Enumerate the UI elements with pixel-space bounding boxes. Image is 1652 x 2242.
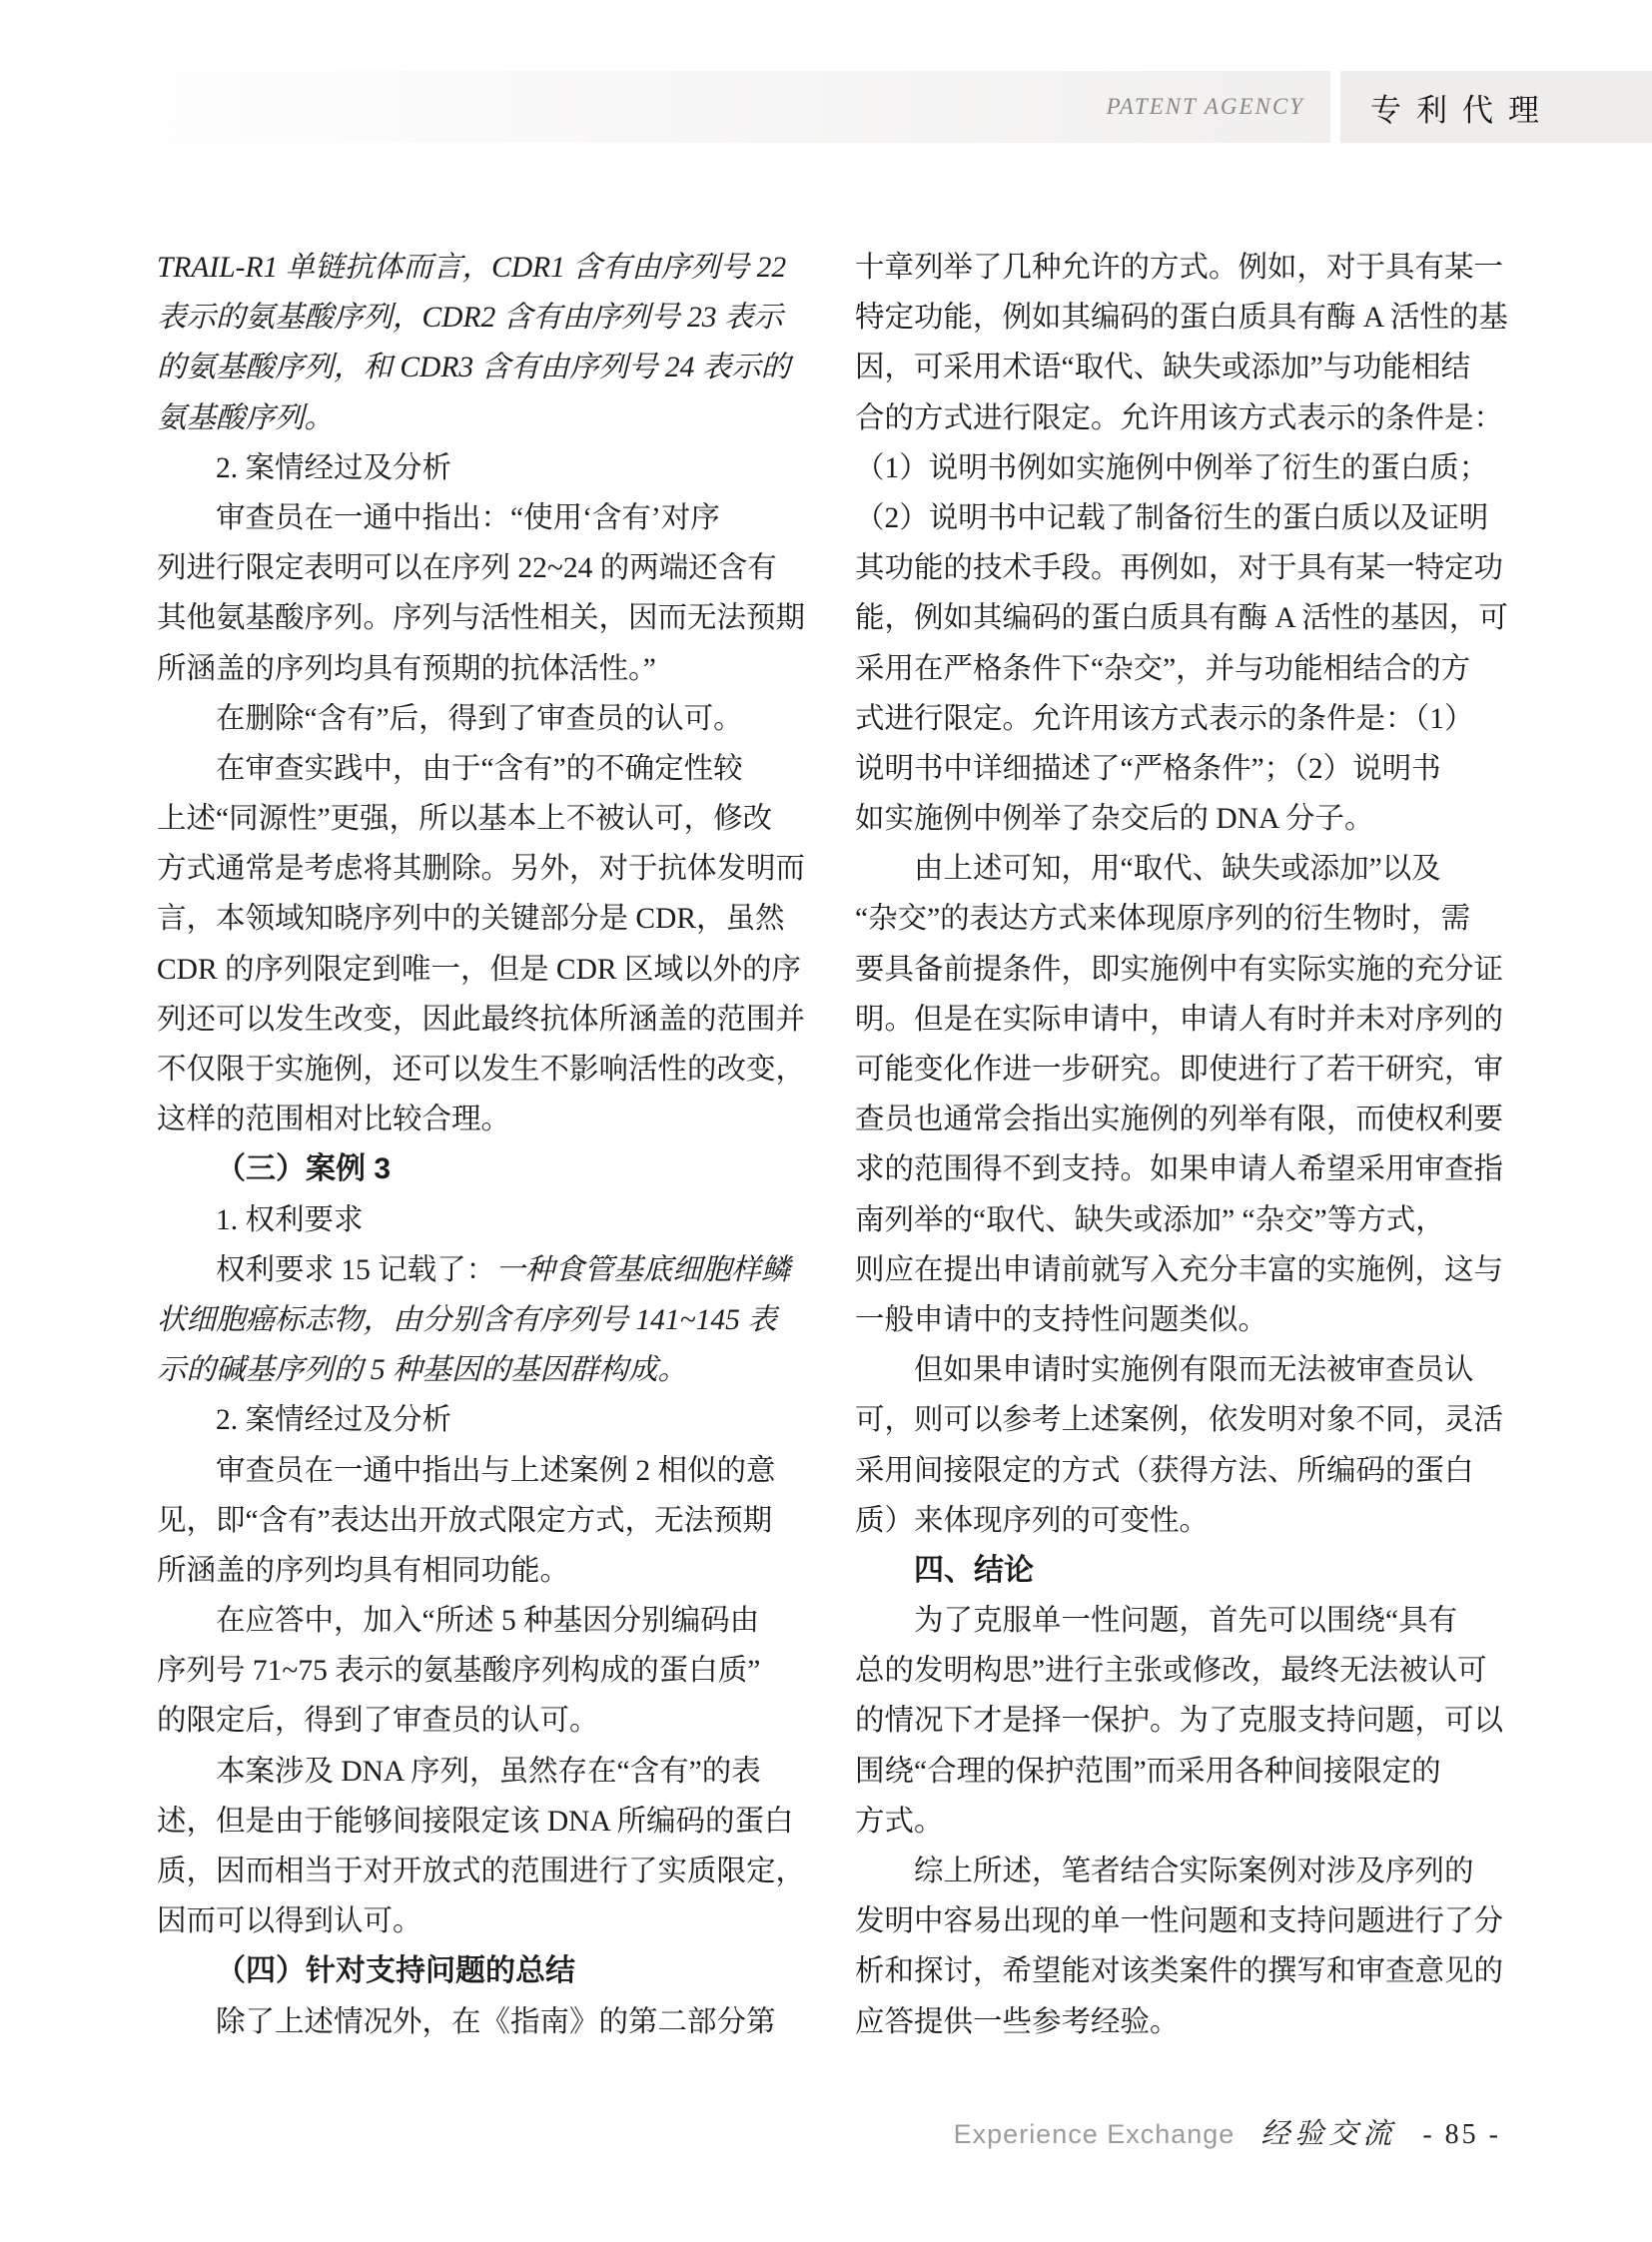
text-line bbox=[157, 1395, 804, 1445]
text-line bbox=[855, 443, 1506, 493]
text-line bbox=[157, 1646, 804, 1696]
body-text: 上述“同源性”更强，所以基本上不被认可，修改 bbox=[157, 803, 773, 836]
footer-section-cn: 经验交流 bbox=[1260, 2118, 1397, 2150]
footer-section-en: Experience Exchange bbox=[953, 2119, 1236, 2149]
body-text: 查员也通常会指出实施例的列举有限，而使权利要 bbox=[855, 1104, 1504, 1136]
text-line bbox=[855, 894, 1506, 944]
body-text: 在审查实践中，由于“含有”的不确定性较 bbox=[216, 752, 743, 785]
text-line bbox=[157, 343, 804, 392]
text-line bbox=[855, 1696, 1506, 1746]
body-text: 合的方式进行限定。允许用该方式表示的条件是： bbox=[855, 401, 1504, 434]
body-text: （四）针对支持问题的总结 bbox=[216, 1954, 575, 1988]
text-line bbox=[157, 393, 804, 443]
text-line bbox=[855, 995, 1506, 1045]
body-text: 因，可采用术语“取代、缺失或添加”与功能相结 bbox=[855, 352, 1471, 384]
text-line bbox=[157, 1946, 804, 1996]
text-line bbox=[855, 844, 1506, 894]
text-line bbox=[855, 1496, 1506, 1546]
text-line bbox=[157, 1847, 804, 1896]
body-text: 本案涉及 DNA 序列，虽然存在“含有”的表 bbox=[216, 1755, 761, 1788]
text-line bbox=[855, 293, 1506, 343]
text-line bbox=[157, 1896, 804, 1946]
text-line bbox=[855, 543, 1506, 593]
text-line bbox=[157, 1095, 804, 1144]
text-line bbox=[157, 1144, 804, 1194]
body-text: 采用在严格条件下“杂交”，并与功能相结合的方 bbox=[855, 652, 1471, 685]
claim-quote-text: 一种食管基底细胞样鳞 bbox=[495, 1253, 791, 1286]
text-line bbox=[855, 1747, 1506, 1797]
text-line bbox=[157, 945, 804, 995]
text-line bbox=[855, 794, 1506, 844]
section-title-cn: 专利代理 bbox=[1370, 92, 1554, 128]
body-text: 方式通常是考虑将其删除。另外，对于抗体发明而 bbox=[157, 853, 806, 886]
text-line bbox=[855, 1446, 1506, 1496]
body-text: 审查员在一通中指出：“使用‘含有’对序 bbox=[216, 501, 720, 534]
body-text: 在删除“含有”后，得到了审查员的认可。 bbox=[216, 702, 743, 735]
page-number: - 85 - bbox=[1422, 2119, 1501, 2150]
body-text: 的情况下才是择一保护。为了克服支持问题，可以 bbox=[855, 1705, 1504, 1738]
claim-quote-text: 的氨基酸序列，和 CDR3 含有由序列号 24 表示的 bbox=[157, 352, 791, 384]
footer bbox=[157, 2111, 1501, 2152]
text-line bbox=[855, 243, 1506, 293]
body-text: 因而可以得到认可。 bbox=[157, 1905, 422, 1938]
text-line bbox=[855, 593, 1506, 643]
body-text: 四、结论 bbox=[914, 1553, 1034, 1587]
body-text: 应答提供一些参考经验。 bbox=[855, 2005, 1180, 2038]
text-line bbox=[855, 1997, 1506, 2047]
body-text: 审查员在一通中指出与上述案例 2 相似的意 bbox=[216, 1454, 776, 1487]
text-line bbox=[855, 744, 1506, 794]
body-text: 一般申请中的支持性问题类似。 bbox=[855, 1303, 1268, 1336]
body-text: 说明书中详细描述了“严格条件”；（2）说明书 bbox=[855, 752, 1441, 785]
body-text: 见，即“含有”表达出开放式限定方式，无法预期 bbox=[157, 1504, 773, 1537]
body-text: 综上所述，笔者结合实际案例对涉及序列的 bbox=[914, 1856, 1474, 1887]
text-line bbox=[157, 243, 804, 293]
text-line bbox=[855, 1045, 1506, 1095]
body-text: 发明中容易出现的单一性问题和支持问题进行了分 bbox=[855, 1905, 1504, 1938]
body-text: （三）案例 3 bbox=[216, 1152, 392, 1186]
body-text: 明。但是在实际申请中，申请人有时并未对序列的 bbox=[855, 1003, 1504, 1036]
text-line bbox=[157, 1245, 804, 1295]
claim-quote-text: 示的碱基序列的 5 种基因的基因群构成。 bbox=[157, 1354, 688, 1387]
text-line bbox=[157, 694, 804, 744]
body-text: 列还可以发生改变，因此最终抗体所涵盖的范围并 bbox=[157, 1003, 806, 1036]
header-gradient-bar bbox=[40, 71, 1330, 143]
section-title-box bbox=[1340, 71, 1652, 143]
text-line bbox=[157, 894, 804, 944]
body-text: 能，例如其编码的蛋白质具有酶 A 活性的基因，可 bbox=[855, 602, 1508, 635]
journal-title-en: PATENT AGENCY bbox=[1106, 94, 1304, 119]
text-line bbox=[157, 794, 804, 844]
text-line bbox=[157, 1797, 804, 1847]
text-line bbox=[855, 1646, 1506, 1696]
body-text: 其他氨基酸序列。序列与活性相关，因而无法预期 bbox=[157, 602, 806, 635]
text-line bbox=[855, 493, 1506, 543]
body-text: 求的范围得不到支持。如果申请人希望采用审查指 bbox=[855, 1153, 1504, 1186]
text-line bbox=[855, 1797, 1506, 1847]
body-text: 除了上述情况外，在《指南》的第二部分第 bbox=[216, 2005, 776, 2038]
text-line bbox=[855, 1946, 1506, 1996]
body-text: 序列号 71~75 表示的氨基酸序列构成的蛋白质” bbox=[157, 1655, 761, 1688]
body-text: 可能变化作进一步研究。即使进行了若干研究，审 bbox=[855, 1054, 1504, 1086]
body-text: 为了克服单一性问题，首先可以围绕“具有 bbox=[914, 1605, 1458, 1638]
body-text: 言，本领域知晓序列中的关键部分是 CDR，虽然 bbox=[157, 903, 785, 936]
claim-quote-text: TRAIL-R1 单链抗体而言，CDR1 含有由序列号 22 bbox=[157, 252, 787, 284]
text-line bbox=[157, 1997, 804, 2047]
text-line bbox=[157, 1195, 804, 1245]
body-text: 不仅限于实施例，还可以发生不影响活性的改变， bbox=[157, 1054, 806, 1086]
text-line bbox=[855, 1095, 1506, 1144]
text-line bbox=[157, 293, 804, 343]
text-line bbox=[855, 343, 1506, 392]
text-line bbox=[157, 1546, 804, 1596]
body-text: （1）说明书例如实施例中例举了衍生的蛋白质； bbox=[855, 451, 1489, 484]
text-line bbox=[157, 1446, 804, 1496]
body-text: 则应在提出申请前就写入充分丰富的实施例，这与 bbox=[855, 1253, 1504, 1286]
text-line bbox=[157, 995, 804, 1045]
claim-quote-text: 状细胞癌标志物，由分别含有序列号 141~145 表 bbox=[157, 1303, 777, 1336]
text-line bbox=[855, 393, 1506, 443]
text-line bbox=[855, 1245, 1506, 1295]
body-text: 围绕“合理的保护范围”而采用各种间接限定的 bbox=[855, 1755, 1441, 1788]
body-text: “杂交”的表达方式来体现原序列的衍生物时，需 bbox=[855, 903, 1471, 936]
text-line bbox=[855, 1546, 1506, 1596]
text-line bbox=[157, 744, 804, 794]
body-text: 1. 权利要求 bbox=[216, 1203, 364, 1236]
text-line bbox=[855, 945, 1506, 995]
text-line bbox=[157, 644, 804, 694]
text-line bbox=[157, 1747, 804, 1797]
body-text: 的限定后，得到了审查员的认可。 bbox=[157, 1705, 599, 1738]
text-line bbox=[157, 1345, 804, 1395]
text-line bbox=[855, 1847, 1506, 1896]
body-text: 可，则可以参考上述案例，依发明对象不同，灵活 bbox=[855, 1404, 1504, 1437]
body-text: 采用间接限定的方式（获得方法、所编码的蛋白 bbox=[855, 1454, 1474, 1487]
claim-quote-text: 氨基酸序列。 bbox=[157, 401, 335, 434]
text-line bbox=[157, 543, 804, 593]
text-line bbox=[855, 1896, 1506, 1946]
body-text: 述，但是由于能够间接限定该 DNA 所编码的蛋白 bbox=[157, 1805, 794, 1838]
text-line bbox=[157, 1496, 804, 1546]
text-line bbox=[855, 1295, 1506, 1345]
body-text: 这样的范围相对比较合理。 bbox=[157, 1104, 511, 1136]
body-text: 要具备前提条件，即实施例中有实际实施的充分证 bbox=[855, 953, 1504, 986]
text-line bbox=[157, 1045, 804, 1095]
text-line bbox=[855, 1345, 1506, 1395]
right-column bbox=[855, 243, 1506, 2047]
body-text: 权利要求 15 记载了： bbox=[216, 1253, 496, 1286]
claim-quote-text: 表示的氨基酸序列，CDR2 含有由序列号 23 表示 bbox=[157, 302, 783, 335]
left-column bbox=[157, 243, 804, 2047]
body-text: 所涵盖的序列均具有相同功能。 bbox=[157, 1554, 570, 1587]
body-text: 所涵盖的序列均具有预期的抗体活性。” bbox=[157, 652, 656, 685]
body-text: CDR 的序列限定到唯一，但是 CDR 区域以外的序 bbox=[157, 953, 801, 986]
text-line bbox=[157, 1596, 804, 1646]
body-text: （2）说明书中记载了制备衍生的蛋白质以及证明 bbox=[855, 501, 1489, 534]
body-text: 特定功能，例如其编码的蛋白质具有酶 A 活性的基 bbox=[855, 302, 1508, 335]
body-text: 2. 案情经过及分析 bbox=[216, 451, 452, 484]
body-text: 式进行限定。允许用该方式表示的条件是：（1） bbox=[855, 702, 1474, 735]
text-line bbox=[855, 644, 1506, 694]
body-text: 总的发明构思”进行主张或修改，最终无法被认可 bbox=[855, 1655, 1487, 1688]
body-text: 质，因而相当于对开放式的范围进行了实质限定， bbox=[157, 1856, 806, 1887]
body-text: 2. 案情经过及分析 bbox=[216, 1404, 452, 1437]
text-line bbox=[157, 1295, 804, 1345]
body-text: 析和探讨，希望能对该类案件的撰写和审查意见的 bbox=[855, 1955, 1504, 1988]
body-text: 质）来体现序列的可变性。 bbox=[855, 1504, 1210, 1537]
body-text: 南列举的“取代、缺失或添加” “杂交”等方式， bbox=[855, 1203, 1445, 1236]
body-text: 其功能的技术手段。再例如，对于具有某一特定功 bbox=[855, 552, 1504, 585]
text-line bbox=[157, 493, 804, 543]
text-line bbox=[855, 694, 1506, 744]
body-text: 在应答中，加入“所述 5 种基因分别编码由 bbox=[216, 1605, 760, 1638]
text-line bbox=[855, 1596, 1506, 1646]
body-text: 方式。 bbox=[855, 1805, 944, 1838]
text-line bbox=[855, 1195, 1506, 1245]
body-text: 列进行限定表明可以在序列 22~24 的两端还含有 bbox=[157, 552, 777, 585]
text-line bbox=[855, 1144, 1506, 1194]
text-line bbox=[157, 844, 804, 894]
body-text: 如实施例中例举了杂交后的 DNA 分子。 bbox=[855, 803, 1374, 836]
text-line bbox=[157, 593, 804, 643]
body-text: 由上述可知，用“取代、缺失或添加”以及 bbox=[914, 853, 1441, 886]
text-line bbox=[157, 1696, 804, 1746]
text-line bbox=[157, 443, 804, 493]
body-text: 但如果申请时实施例有限而无法被审查员认 bbox=[914, 1354, 1474, 1387]
body-text: 十章列举了几种允许的方式。例如，对于具有某一 bbox=[855, 252, 1504, 284]
text-line bbox=[855, 1395, 1506, 1445]
